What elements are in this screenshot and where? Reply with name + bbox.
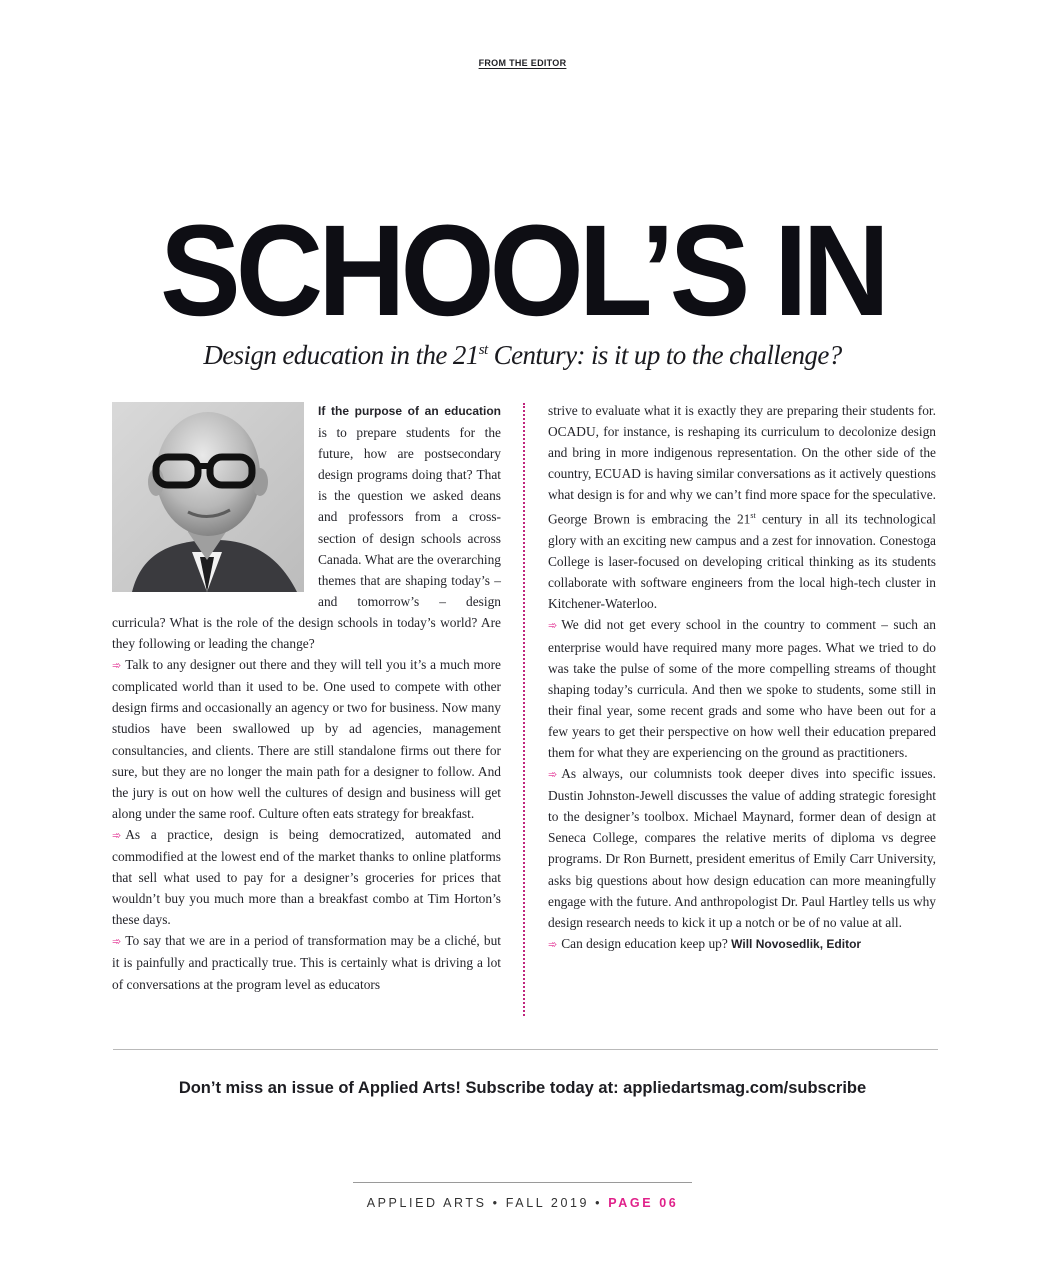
- arrow-icon: ➾: [548, 619, 558, 633]
- arrow-icon: ➾: [112, 828, 122, 842]
- paragraph-text: Can design education keep up?: [561, 935, 732, 951]
- lede-text: If the purpose of an education: [318, 404, 501, 418]
- body-paragraph: [112, 824, 501, 930]
- page-footer: [0, 1196, 1045, 1210]
- paragraph-text: Talk to any designer out there and they will tell you it’s a much more complicated world than it used to be. One used to compete with other design firms and occasionally an agency or two for business. Now many studios have been swallowed up by ad agencies, management consultancies, and clients. There are still standalone firms out there for sure, but they are no longer the main path for a designer to follow. And the jury is out on how well the cultures of design and business will get along under the same roof. Culture often eats strategy for breakfast.: [112, 657, 501, 821]
- dek-text-before: Design education in the 21: [203, 340, 479, 370]
- article-headline: SCHOOL’S IN: [160, 197, 885, 343]
- arrow-icon: ➾: [112, 935, 122, 949]
- body-paragraph: [548, 763, 936, 933]
- footer-publication: APPLIED ARTS • FALL 2019 •: [366, 1196, 609, 1210]
- subscribe-banner: Don’t miss an issue of Applied Arts! Subscribe today at: appliedartsmag.com/subscribe: [178, 1079, 867, 1097]
- paragraph-text: To say that we are in a period of transformation may be a cliché, but it is painfully and practically true. This is certainly what is driving a lot of conversations at the program level as educators: [112, 933, 501, 992]
- body-paragraph: [112, 930, 501, 994]
- section-kicker: [0, 58, 1045, 68]
- superscript: st: [750, 511, 756, 521]
- left-column: [112, 400, 501, 995]
- paragraph-text: As always, our columnists took deeper dives into specific issues. Dustin Johnston-Jewell discusses the value of adding strategic foresight to the designer’s toolbox. Michael Maynard, former dean of design at Seneca College, compares the relative merits of diploma vs degree programs. Dr Ron Burnett, president emeritus of Emily Carr University, asks big questions about how design education can more meaningfully engage with the future. And anthropologist Dr. Paul Hartley tells us why design research needs to kick it up a notch or be of no value at all.: [548, 766, 936, 930]
- paragraph-text: century in all its technological glory with an exciting new campus and a zest for innovation. Conestoga College is laser-focused on developing critical thinking as its students collaborate with software engineers from the local high-tech cluster in Kitchener-Waterloo.: [548, 511, 936, 612]
- body-paragraph: [112, 654, 501, 824]
- dek-text-after: Century: is it up to the challenge?: [487, 340, 842, 370]
- column-divider: [523, 403, 525, 1016]
- horizontal-rule: [113, 1049, 938, 1050]
- kicker-label: FROM THE EDITOR: [478, 58, 567, 68]
- page-number: PAGE 06: [608, 1196, 679, 1210]
- article-dek: [0, 340, 1045, 371]
- closing-paragraph: [548, 933, 936, 955]
- arrow-icon: ➾: [548, 937, 558, 951]
- intro-text: is to prepare students for the future, how are postsecondary design programs doing that? That is the question we asked deans and professors from a cross-section of design schools across Canada. What are the overarching themes that are shaping today’s – and tomorrow’s – design curricula? What is the role of the design schools in today’s world? Are they following or leading the change?: [112, 425, 501, 652]
- paragraph-text: As a practice, design is being democratized, automated and commodified at the lowest end of the market thanks to online platforms that sell what used to pay for a designer’s groceries for prices that wouldn’t buy you much more than a breakfast combo at Tim Horton’s these days.: [112, 826, 501, 928]
- paragraph-text: We did not get every school in the country to comment – such an enterprise would have required many more pages. What we tried to do was take the pulse of some of the more compelling streams of thought shaping today’s curricula. And then we spoke to students, some still in their final year, some recent grads and some who have been out for a few years to get their perspective on how well their education prepared them for what they are experiencing on the ground as practitioners.: [548, 617, 936, 760]
- body-paragraph: [548, 400, 936, 614]
- arrow-icon: ➾: [112, 659, 122, 673]
- portrait-photo: [112, 402, 304, 592]
- editor-signature: Will Novosedlik, Editor: [731, 936, 862, 951]
- paragraph-text: strive to evaluate what it is exactly they are preparing their students for. OCADU, for instance, is reshaping its curriculum to decolonize design and bring in more indigenous representation. On the other side of the country, ECUAD is having similar conversations as it actively questions what design is for and why we can’t find more space for the speculative. George Brown is embracing the 21: [548, 403, 936, 527]
- dek-superscript: st: [478, 342, 488, 358]
- right-column: [548, 400, 936, 955]
- arrow-icon: ➾: [548, 768, 558, 782]
- footer-rule: [353, 1182, 692, 1183]
- body-paragraph: [548, 614, 936, 763]
